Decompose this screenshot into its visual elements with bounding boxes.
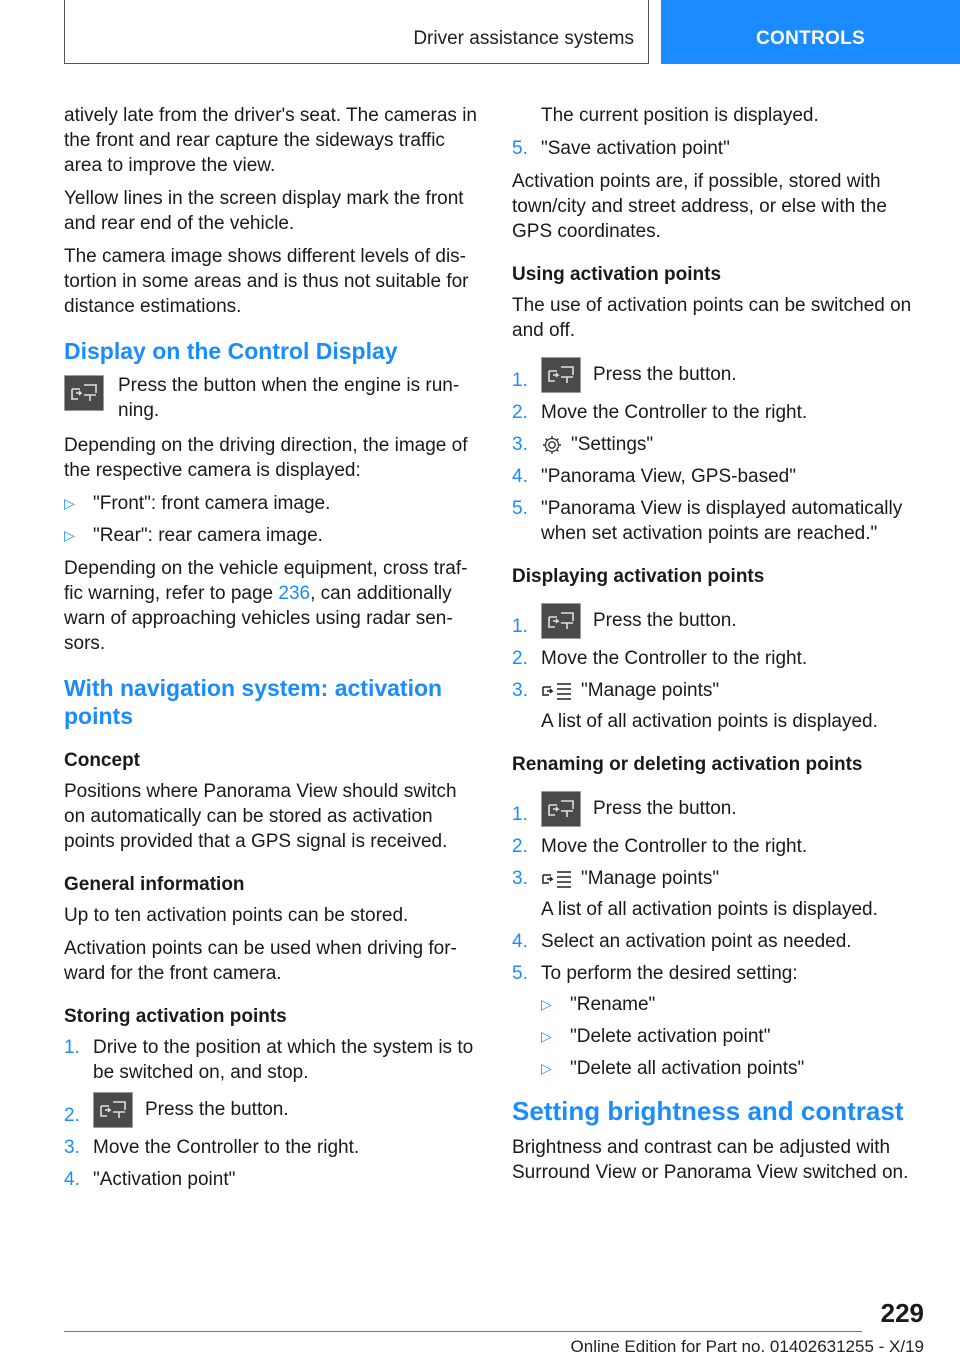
brightness-text: Brightness and contrast can be adjusted with Surround View or Panorama View switched on. bbox=[512, 1137, 909, 1184]
display-heading: Display on the Control Display bbox=[64, 338, 398, 364]
list-item: 3. Move the Controller to the right. bbox=[64, 1137, 360, 1159]
list-item: ▷ "Delete all activation points" bbox=[541, 1058, 805, 1080]
using-steps bbox=[512, 357, 922, 546]
page-link[interactable]: 236 bbox=[278, 583, 311, 604]
camera-button-icon bbox=[541, 357, 581, 393]
concept-text: Positions where Panorama View should switch on automatically can be stored as activation points provided that a GPS signal is received. bbox=[64, 781, 457, 852]
footer-edition: Online Edition for Part no. 01402631255 - X/19 bbox=[570, 1337, 924, 1356]
list-item: ▷ "Rear": rear camera image. bbox=[64, 525, 323, 546]
list-item: 1. Drive to the position at which the system is to be switched on, and stop. bbox=[64, 1037, 474, 1083]
list-item: 3. "Manage points" A list of all activation points is displayed. bbox=[512, 868, 878, 921]
displaying-steps bbox=[512, 603, 922, 734]
general-text: Up to ten activation points can be stored. bbox=[64, 905, 409, 926]
list-item: 2. Move the Controller to the right. bbox=[512, 402, 808, 424]
cross-traffic-text: Depending on the vehicle equipment, cross traf‐fic warning, refer to page 236, can additionally warn of approaching vehicles using radar sen‐sors. bbox=[64, 558, 468, 654]
list-item: 3. "Manage points" A list of all activation points is displayed. bbox=[512, 680, 878, 733]
press-text: Press the button when the engine is run‐ning. bbox=[118, 375, 460, 421]
list-item: ▷ "Front": front camera image. bbox=[64, 493, 331, 514]
list-item: 1. Press the button. bbox=[512, 603, 922, 639]
displaying-heading: Displaying activation points bbox=[512, 566, 765, 588]
storing-heading: Storing activation points bbox=[64, 1006, 287, 1027]
triangle-bullet-icon: ▷ bbox=[541, 1028, 552, 1045]
page-number: 229 bbox=[880, 1298, 924, 1328]
list-item: 2. Move the Controller to the right. bbox=[512, 648, 808, 670]
camera-button-icon bbox=[541, 603, 581, 639]
camera-button-icon bbox=[541, 791, 581, 827]
camera-button-icon bbox=[64, 375, 104, 411]
header-tab bbox=[661, 0, 960, 64]
renaming-options bbox=[541, 992, 922, 1081]
list-item: 2. Press the button. bbox=[64, 1092, 479, 1128]
camera-button-icon bbox=[93, 1092, 133, 1128]
triangle-bullet-icon: ▷ bbox=[541, 996, 552, 1013]
header-box bbox=[64, 0, 649, 64]
list-item: 5. "Panorama View is displayed automatically when set activation points are reached." bbox=[512, 498, 903, 545]
general-heading: General information bbox=[64, 874, 245, 895]
renaming-heading: Renaming or deleting activation points bbox=[512, 754, 863, 776]
right-column bbox=[512, 103, 922, 1193]
list-item: 5. To perform the desired setting: ▷ "Rename" ▷ "Delete activation point" ▷ "Delete all activation points" bbox=[512, 961, 922, 1081]
current-position-text: The current position is displayed. bbox=[541, 105, 819, 126]
gear-icon bbox=[541, 434, 563, 456]
renaming-steps bbox=[512, 791, 922, 1081]
manage-points-icon bbox=[541, 869, 573, 889]
list-item: 1. Press the button. bbox=[512, 357, 922, 393]
list-item: 1. Press the button. bbox=[512, 791, 922, 827]
intro-paragraph: Yellow lines in the screen display mark the front and rear end of the vehicle. bbox=[64, 188, 464, 234]
manage-points-icon bbox=[541, 681, 573, 701]
list-item: 4. "Panorama View, GPS-based" bbox=[512, 466, 796, 488]
storing-steps-continued bbox=[512, 136, 922, 161]
header-section-title: Driver assistance systems bbox=[413, 28, 634, 49]
list-item: 3. "Settings" bbox=[512, 434, 654, 456]
list-item: ▷ "Rename" bbox=[541, 994, 656, 1016]
concept-heading: Concept bbox=[64, 750, 140, 771]
camera-bullet-list bbox=[64, 491, 479, 548]
list-item: ▷ "Delete activation point" bbox=[541, 1026, 771, 1048]
header-tab-label: CONTROLS bbox=[755, 28, 865, 49]
triangle-bullet-icon: ▷ bbox=[541, 1060, 552, 1077]
list-item: 2. Move the Controller to the right. bbox=[512, 836, 808, 858]
stored-text: Activation points are, if possible, stored with town/city and street address, or else with the GPS coordinates. bbox=[512, 171, 887, 242]
triangle-bullet-icon: ▷ bbox=[64, 495, 75, 511]
list-item: 4. "Activation point" bbox=[64, 1169, 236, 1191]
left-column bbox=[64, 103, 479, 1200]
list-item: 4. Select an activation point as needed. bbox=[512, 931, 852, 953]
general-text: Activation points can be used when driving for‐ward for the front camera. bbox=[64, 938, 457, 984]
depending-text: Depending on the driving direction, the image of the respective camera is displayed: bbox=[64, 435, 468, 481]
triangle-bullet-icon: ▷ bbox=[64, 527, 75, 543]
press-button-instruction bbox=[64, 373, 479, 423]
list-item: 5. "Save activation point" bbox=[512, 138, 730, 159]
brightness-heading: Setting brightness and contrast bbox=[512, 1096, 904, 1127]
using-text: The use of activation points can be switched on and off. bbox=[512, 295, 912, 341]
storing-steps bbox=[64, 1035, 479, 1192]
intro-paragraph: atively late from the driver's seat. The cameras in the front and rear capture the sideways traffic area to improve the view. bbox=[64, 105, 477, 176]
footer-divider bbox=[64, 1331, 862, 1332]
nav-heading: With navigation system: activation points bbox=[64, 675, 443, 729]
using-heading: Using activation points bbox=[512, 264, 722, 285]
intro-paragraph: The camera image shows different levels of dis‐tortion in some areas and is thus not suitable for distance estimations. bbox=[64, 246, 469, 317]
